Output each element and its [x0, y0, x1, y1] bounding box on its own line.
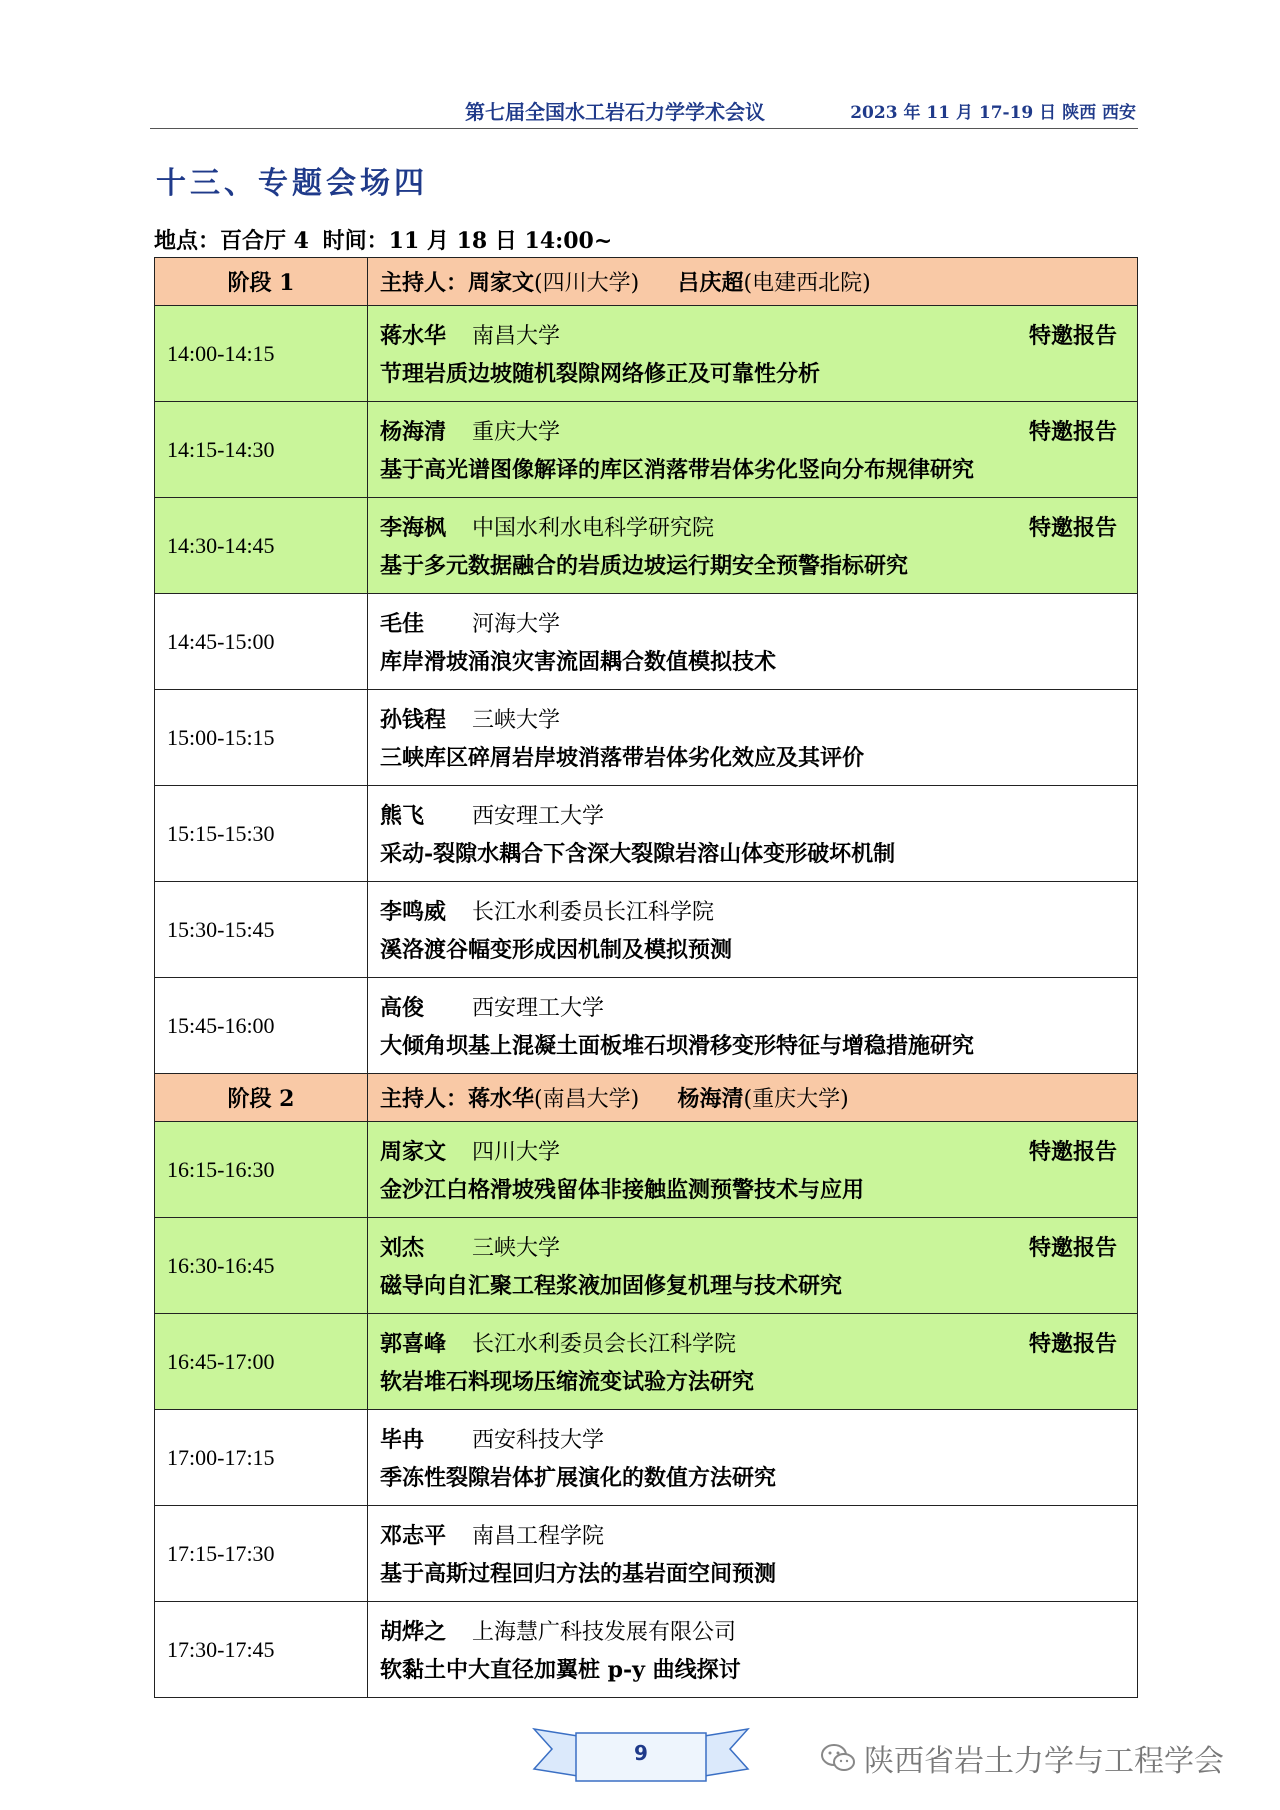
talk-title: 三峡库区碎屑岩岸坡消落带岩体劣化效应及其评价: [380, 744, 865, 771]
talk-row: [155, 306, 1138, 402]
speaker-line: [380, 1134, 1125, 1172]
speaker-line: [380, 1326, 1125, 1364]
talk-time: 14:45-15:00: [155, 594, 368, 690]
talk-title: 软岩堆石料现场压缩流变试验方法研究: [380, 1368, 755, 1395]
speaker-institution: 长江水利委员会长江科学院: [472, 1331, 737, 1357]
stage-hosts: [368, 1074, 1138, 1122]
talk-row: [155, 498, 1138, 594]
talk-info: [368, 1506, 1138, 1602]
speaker-name: 毛佳: [380, 610, 425, 637]
talk-title: 采动-裂隙水耦合下含深大裂隙岩溶山体变形破坏机制: [380, 840, 896, 867]
speaker-name: 杨海清: [380, 418, 447, 445]
talk-title: 大倾角坝基上混凝土面板堆石坝滑移变形特征与增稳措施研究: [380, 1032, 975, 1059]
talk-row: [155, 594, 1138, 690]
host-label: 主持人：: [380, 270, 469, 296]
host-org: (南昌大学): [534, 1087, 640, 1112]
host-org: (电建西北院): [743, 271, 871, 296]
watermark-text: 陕西省岩土力学与工程学会: [864, 1744, 1224, 1779]
talk-info: [368, 882, 1138, 978]
talk-time: 15:30-15:45: [155, 882, 368, 978]
speaker-name: 刘杰: [380, 1234, 425, 1261]
stage-hosts: [368, 258, 1138, 306]
speaker-name: 李海枫: [380, 514, 447, 541]
host-name: 蒋水华: [468, 1086, 535, 1112]
talk-row: [155, 1122, 1138, 1218]
talk-info: [368, 690, 1138, 786]
talk-info: [368, 978, 1138, 1074]
page-number-badge: [530, 1723, 752, 1789]
speaker-line: [380, 1230, 1125, 1268]
speaker-institution: 西安理工大学: [472, 995, 605, 1021]
talk-row: [155, 690, 1138, 786]
speaker-institution: 三峡大学: [472, 1235, 561, 1261]
speaker-institution: 西安科技大学: [472, 1427, 605, 1453]
talk-info: [368, 1314, 1138, 1410]
speaker-name: 高俊: [380, 994, 425, 1021]
talk-title: 基于高斯过程回归方法的基岩面空间预测: [380, 1560, 777, 1587]
talk-info: [368, 1602, 1138, 1698]
invited-report-badge: 特邀报告: [1028, 514, 1117, 541]
talk-title: 磁导向自汇聚工程浆液加固修复机理与技术研究: [380, 1272, 843, 1299]
speaker-institution: 长江水利委员长江科学院: [472, 899, 715, 925]
stage-1-row: [155, 258, 1138, 306]
talk-time: 15:00-15:15: [155, 690, 368, 786]
host-label: 主持人：: [380, 1086, 469, 1112]
speaker-line: [380, 1422, 1125, 1460]
talk-time: 17:30-17:45: [155, 1602, 368, 1698]
talk-info: [368, 1410, 1138, 1506]
talk-time: 17:00-17:15: [155, 1410, 368, 1506]
talk-title: 节理岩质边坡随机裂隙网络修正及可靠性分析: [380, 360, 821, 387]
speaker-line: [380, 606, 1125, 644]
talk-title: 溪洛渡谷幅变形成因机制及模拟预测: [380, 936, 733, 963]
talk-time: 14:30-14:45: [155, 498, 368, 594]
speaker-institution: 四川大学: [472, 1139, 561, 1165]
session-location: [154, 224, 618, 255]
talk-title: 基于高光谱图像解译的库区消落带岩体劣化竖向分布规律研究: [380, 456, 975, 483]
talk-row: [155, 978, 1138, 1074]
host-org: (重庆大学): [743, 1087, 849, 1112]
stage-label: 阶段 2: [155, 1074, 368, 1122]
page-number: 9: [634, 1741, 648, 1765]
talk-row: [155, 402, 1138, 498]
talk-time: 16:15-16:30: [155, 1122, 368, 1218]
talk-row: [155, 882, 1138, 978]
speaker-line: [380, 894, 1125, 932]
stage-label: 阶段 1: [155, 258, 368, 306]
talk-time: 14:00-14:15: [155, 306, 368, 402]
session-time: 时间：11 月 18 日 14:00~: [322, 228, 613, 254]
speaker-line: [380, 510, 1125, 548]
speaker-institution: 河海大学: [472, 611, 561, 637]
speaker-name: 蒋水华: [380, 322, 447, 349]
invited-report-badge: 特邀报告: [1028, 418, 1117, 445]
talk-time: 16:45-17:00: [155, 1314, 368, 1410]
stage-2-row: [155, 1074, 1138, 1122]
speaker-institution: 上海慧广科技发展有限公司: [472, 1619, 737, 1645]
wechat-icon: [820, 1742, 856, 1774]
host-name: 杨海清: [677, 1086, 744, 1112]
speaker-name: 李鸣威: [380, 898, 447, 925]
speaker-institution: 三峡大学: [472, 707, 561, 733]
speaker-name: 毕冉: [380, 1426, 425, 1453]
speaker-name: 邓志平: [380, 1522, 447, 1549]
talk-info: [368, 786, 1138, 882]
talk-info: [368, 306, 1138, 402]
host-name: 周家文: [468, 270, 535, 296]
talk-time: 15:15-15:30: [155, 786, 368, 882]
speaker-line: [380, 318, 1125, 356]
talk-time: 17:15-17:30: [155, 1506, 368, 1602]
speaker-line: [380, 990, 1125, 1028]
talk-info: [368, 1218, 1138, 1314]
speaker-line: [380, 414, 1125, 452]
talk-time: 15:45-16:00: [155, 978, 368, 1074]
host-org: (四川大学): [534, 271, 640, 296]
page-header: [150, 92, 1138, 129]
speaker-line: [380, 702, 1125, 740]
talk-info: [368, 594, 1138, 690]
talk-title: 软黏土中大直径加翼桩 p-y 曲线探讨: [380, 1656, 741, 1683]
watermark: [820, 1738, 1224, 1778]
talk-time: 16:30-16:45: [155, 1218, 368, 1314]
talk-info: [368, 498, 1138, 594]
speaker-line: [380, 1518, 1125, 1556]
invited-report-badge: 特邀报告: [1028, 1234, 1117, 1261]
speaker-line: [380, 1614, 1125, 1652]
invited-report-badge: 特邀报告: [1028, 322, 1117, 349]
speaker-institution: 南昌大学: [472, 323, 561, 349]
speaker-name: 郭喜峰: [380, 1330, 447, 1357]
talk-row: [155, 1218, 1138, 1314]
talk-row: [155, 1506, 1138, 1602]
invited-report-badge: 特邀报告: [1028, 1138, 1117, 1165]
talk-row: [155, 786, 1138, 882]
talk-title: 金沙江白格滑坡残留体非接触监测预警技术与应用: [380, 1176, 865, 1203]
speaker-line: [380, 798, 1125, 836]
talk-row: [155, 1314, 1138, 1410]
talk-time: 14:15-14:30: [155, 402, 368, 498]
invited-report-badge: 特邀报告: [1028, 1330, 1117, 1357]
session-place: 地点：百合厅 4: [154, 228, 309, 254]
speaker-institution: 南昌工程学院: [472, 1523, 605, 1549]
speaker-institution: 重庆大学: [472, 419, 561, 445]
speaker-institution: 西安理工大学: [472, 803, 605, 829]
talk-info: [368, 402, 1138, 498]
speaker-name: 周家文: [380, 1138, 447, 1165]
speaker-name: 胡烨之: [380, 1618, 447, 1645]
speaker-name: 熊飞: [380, 802, 425, 829]
conference-date: 2023 年 11 月 17-19 日 陕西 西安: [850, 103, 1136, 123]
talk-row: [155, 1410, 1138, 1506]
conference-title: 第七届全国水工岩石力学学术会议: [465, 100, 765, 124]
speaker-name: 孙钱程: [380, 706, 447, 733]
talk-row: [155, 1602, 1138, 1698]
host-name: 吕庆超: [677, 270, 744, 296]
talk-title: 库岸滑坡涌浪灾害流固耦合数值模拟技术: [380, 648, 777, 675]
talk-title: 基于多元数据融合的岩质边坡运行期安全预警指标研究: [380, 552, 909, 579]
schedule-table: [154, 257, 1138, 1698]
talk-title: 季冻性裂隙岩体扩展演化的数值方法研究: [380, 1464, 777, 1491]
talk-info: [368, 1122, 1138, 1218]
section-title: 十三、专题会场四: [156, 166, 428, 201]
speaker-institution: 中国水利水电科学研究院: [472, 515, 715, 541]
